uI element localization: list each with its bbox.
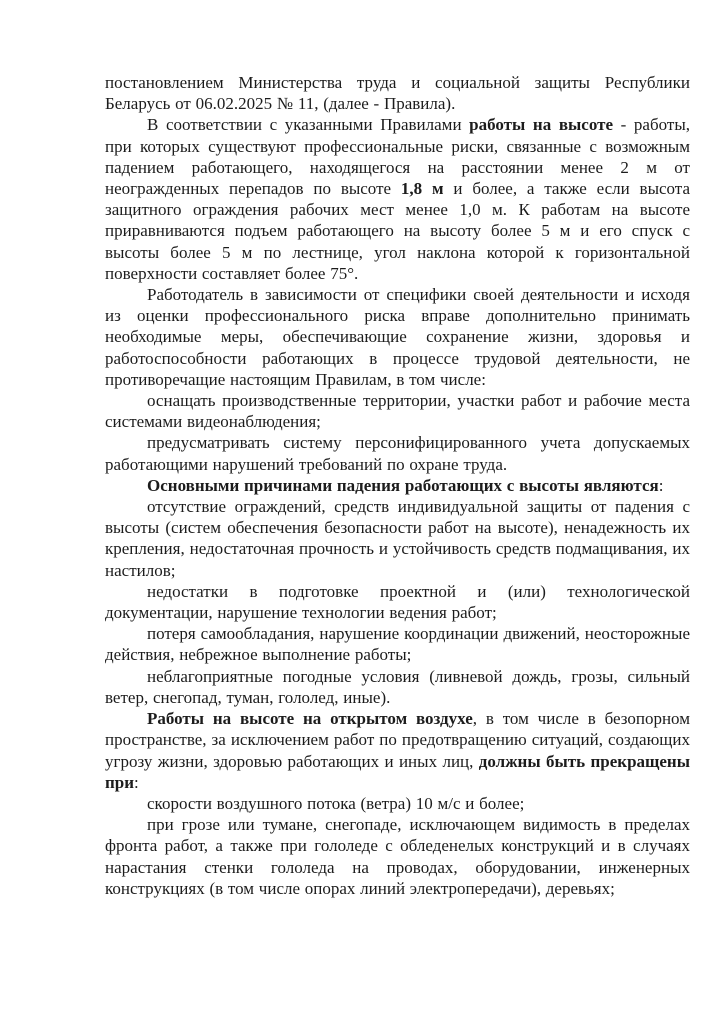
text-run-bold: работы на высоте — [469, 115, 614, 135]
text-run: оснащать производственные территории, участки работ и рабочие места системами видеонаблюдения; — [105, 391, 690, 432]
text-run: предусматривать систему персонифицированного учета допускаемых работающими нарушений требований по охране труда. — [105, 433, 690, 474]
text-run-bold: должны быть прекращены при — [105, 751, 690, 792]
paragraph — [105, 390, 690, 432]
text-run: недостатки в подготовке проектной и (или) технологической документации, нарушение технологии ведения работ; — [105, 581, 690, 623]
text-run: неблагоприятные погодные условия (ливневой дождь, грозы, сильный ветер, снегопад, туман, гололед, иные). — [105, 666, 690, 707]
text-run-bold: 1,8 м — [400, 179, 444, 199]
paragraph — [105, 708, 690, 793]
text-run: : — [134, 772, 139, 792]
text-run: отсутствие ограждений, средств индивидуальной защиты от падения с высоты (систем обеспечения безопасности работ на высоте), ненадежность их крепления, недостаточная прочность и устойчивость средств подмащивания, их настилов; — [105, 497, 690, 580]
text-run: при грозе или тумане, снегопаде, исключающем видимость в пределах фронта работ, а также при гололеде с обледенелых конструкций и в случаях нарастания стенки гололеда на проводах, оборудовании, инженерных конструкциях (в том числе опорах линий электропередачи), деревьях; — [105, 815, 690, 898]
paragraph — [105, 623, 690, 665]
text-run: : — [658, 475, 664, 495]
text-run: В соответствии с указанными Правилами — [147, 115, 470, 135]
paragraph — [105, 432, 690, 474]
paragraph — [105, 666, 690, 708]
paragraph — [105, 72, 690, 114]
text-run-bold: Основными причинами падения работающих с высоты являются — [147, 475, 659, 495]
text-run: потеря самообладания, нарушение координации движений, неосторожные действия, небрежное выполнение работы; — [105, 624, 690, 665]
paragraph — [105, 475, 690, 496]
text-run: , в том числе в безопорном пространстве, за исключением работ по предотвращению ситуаций, создающих угрозу жизни, здоровью работающих и иных лиц, — [105, 709, 690, 771]
text-run: - работы, при которых существуют профессиональные риски, связанные с возможным падением работающего, находящегося на расстоянии менее 2 м от неогражденных перепадов по высоте — [105, 115, 690, 199]
text-run-bold: Работы на высоте на открытом воздухе — [147, 709, 473, 729]
text-run: скорости воздушного потока (ветра) 10 м/с и более; — [147, 793, 525, 813]
paragraph — [105, 496, 690, 581]
paragraph — [105, 793, 690, 814]
paragraph — [105, 284, 690, 390]
paragraph — [105, 581, 690, 623]
text-run: Работодатель в зависимости от специфики своей деятельности и исходя из оценки профессионального риска вправе дополнительно принимать необходимые меры, обеспечивающие сохранение жизни, здоровья и работоспособности работающих в процессе трудовой деятельности, не противоречащие настоящим Правилам, в том числе: — [105, 285, 690, 389]
text-run: и более, а также если высота защитного ограждения рабочих мест менее 1,0 м. К работам на высоте приравниваются подъем работающего на высоту более 5 м и его спуск с высоты более 5 м по лестнице, угол наклона которой к горизонтальной поверхности составляет более 75°. — [105, 179, 690, 283]
paragraph — [105, 814, 690, 899]
paragraph — [105, 114, 690, 284]
text-run: постановлением Министерства труда и социальной защиты Республики Беларусь от 06.02.2025 № 11, (далее - Правила). — [105, 73, 690, 114]
